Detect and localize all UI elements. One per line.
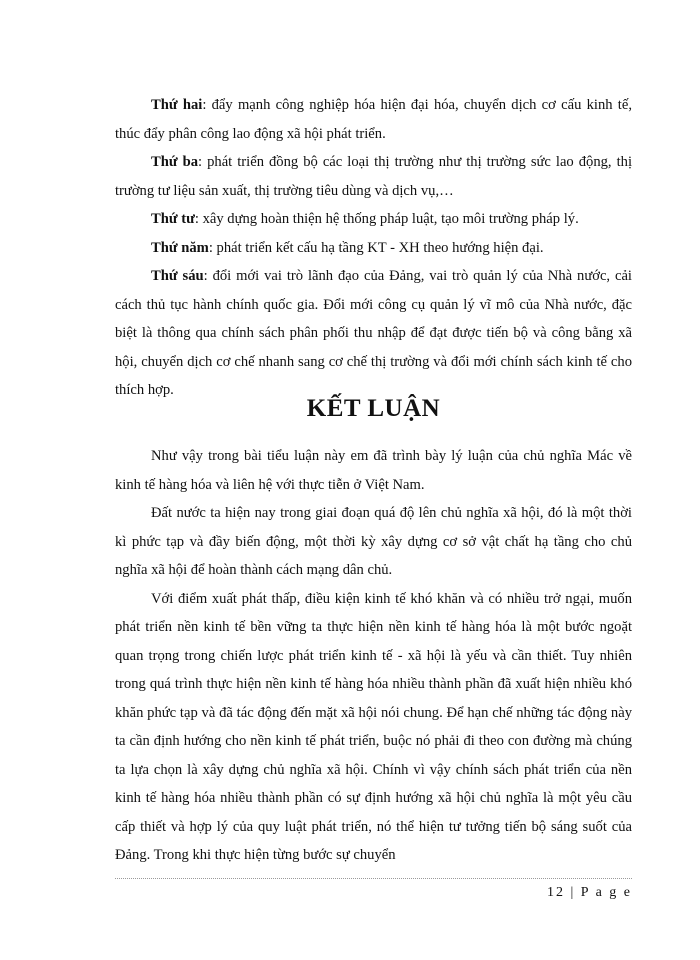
task-paragraph-4 [115,205,632,234]
task-lead: Thứ ba [151,154,199,170]
task-text: : đổi mới vai trò lãnh đạo của Đảng, vai trò quản lý của Nhà nước, cải cách thủ tục hành chính quốc gia. Đổi mới công cụ quản lý vĩ mô của Nhà nước, đặc biệt là thông qua chính sách phân phối thu nhập để đạt được tiến bộ và công bằng xã hội, chuyển dịch cơ chế nhanh sang cơ chế thị trường và đổi mới chính sách kinh tế cho thích hợp. [115,268,632,398]
task-lead: Thứ sáu [151,268,204,284]
conclusion-paragraph: Đất nước ta hiện nay trong giai đoạn quá độ lên chủ nghĩa xã hội, đó là một thời kì phức tạp và đầy biến động, một thời kỳ xây dựng cơ sở vật chất hạ tầng cho chủ nghĩa xã hội để hoàn thành cách mạng dân chủ. [115,505,632,578]
task-paragraph-6 [115,262,632,405]
conclusion-body [115,442,632,870]
conclusion-paragraph: Như vậy trong bài tiểu luận này em đã trình bày lý luận của chủ nghĩa Mác về kinh tế hàng hóa và liên hệ với thực tiễn ở Việt Nam. [115,448,632,493]
task-paragraph-2 [115,91,632,148]
conclusion-paragraph: Với điểm xuất phát thấp, điều kiện kinh tế khó khăn và có nhiều trở ngại, muốn phát triển nền kinh tế bền vững ta thực hiện nền kinh tế hàng hóa là một bước ngoặt quan trọng trong chiến lược phát triển kinh tế - xã hội là yếu và cần thiết. Tuy nhiên trong quá trình thực hiện nền kinh tế hàng hóa nhiều thành phần đã xuất hiện nhiều khó khăn phức tạp và đã tác động đến mặt xã hội nói chung. Để hạn chế những tác động này ta cần định hướng cho nền kinh tế phát triển, buộc nó phải đi theo con đường mà chúng ta lựa chọn là xây dựng chủ nghĩa xã hội. Chính vì vậy chính sách phát triển của nền kinh tế hàng hóa nhiều thành phần có sự định hướng xã hội chủ nghĩa là một yêu cầu cấp thiết và hợp lý của quy luật phát triển, nó thể hiện tư tưởng tiến bộ sáng suốt của Đảng. Trong khi thực hiện từng bước sự chuyển [115,590,632,863]
task-lead: Thứ năm [151,239,209,256]
task-text: : đẩy mạnh công nghiệp hóa hiện đại hóa, chuyển dịch cơ cấu kinh tế, thúc đẩy phân công lao động xã hội phát triển. [115,97,632,142]
intro-task-list [115,91,632,405]
task-paragraph-3 [115,148,632,205]
task-lead: Thứ tư [151,211,195,227]
task-text: : phát triển kết cấu hạ tầng KT - XH theo hướng hiện đại. [208,239,544,256]
task-lead: Thứ hai [151,97,203,113]
task-paragraph-5 [115,234,632,263]
task-text: : phát triển đồng bộ các loại thị trường như thị trường sức lao động, thị trường tư liệu sản xuất, thị trường tiêu dùng và dịch vụ,… [115,154,632,199]
footer-divider [115,878,632,879]
section-heading: KẾT LUẬN [306,395,441,422]
page-number: 12 | P a g e [547,885,632,900]
task-text: : xây dựng hoàn thiện hệ thống pháp luật, tạo môi trường pháp lý. [194,211,579,227]
